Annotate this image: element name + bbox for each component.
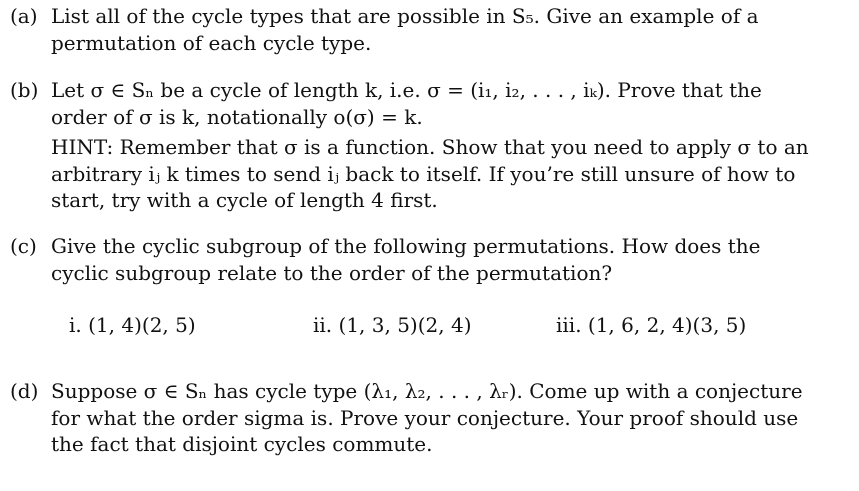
part-a-marker: (a) [10, 4, 38, 28]
part-d [10, 378, 810, 458]
part-b-hint: HINT: Remember that σ is a function. Show that you need to apply σ to an arbitrary iⱼ k times to send iⱼ back to itself. If you’re still unsure of how to start, try with a cycle of length 4 first. [51, 135, 809, 212]
permutation-item-value: (1, 4)(2, 5) [88, 313, 196, 337]
permutation-item-value: (1, 6, 2, 4)(3, 5) [587, 313, 747, 337]
part-a-text: List all of the cycle types that are possible in S₅. Give an example of a permutation of each cycle type. [51, 4, 759, 55]
permutation-item [556, 312, 746, 338]
permutation-item [69, 312, 196, 338]
part-b [10, 77, 810, 214]
part-b-marker: (b) [10, 78, 39, 102]
permutation-item-value: (1, 3, 5)(2, 4) [338, 313, 472, 337]
part-c-text: Give the cyclic subgroup of the following permutations. How does the cyclic subgroup relate to the order of the permutation? [51, 234, 761, 285]
part-c-marker: (c) [10, 234, 37, 258]
part-b-text: Let σ ∈ Sₙ be a cycle of length k, i.e. σ = (i₁, i₂, . . . , iₖ). Prove that the order of σ is k, notationally o(σ) = k. [51, 78, 762, 129]
permutation-item-label: ii. [313, 313, 333, 337]
permutation-item-label: iii. [556, 313, 582, 337]
part-d-text: Suppose σ ∈ Sₙ has cycle type (λ₁, λ₂, . . . , λᵣ). Come up with a conjecture for what the order sigma is. Prove your conjecture. Your proof should use the fact that disjoint cycles commute. [51, 379, 803, 456]
permutation-item-label: i. [69, 313, 82, 337]
permutation-item [313, 312, 472, 338]
part-a [10, 3, 810, 56]
part-d-marker: (d) [10, 379, 39, 403]
part-c [10, 233, 810, 286]
